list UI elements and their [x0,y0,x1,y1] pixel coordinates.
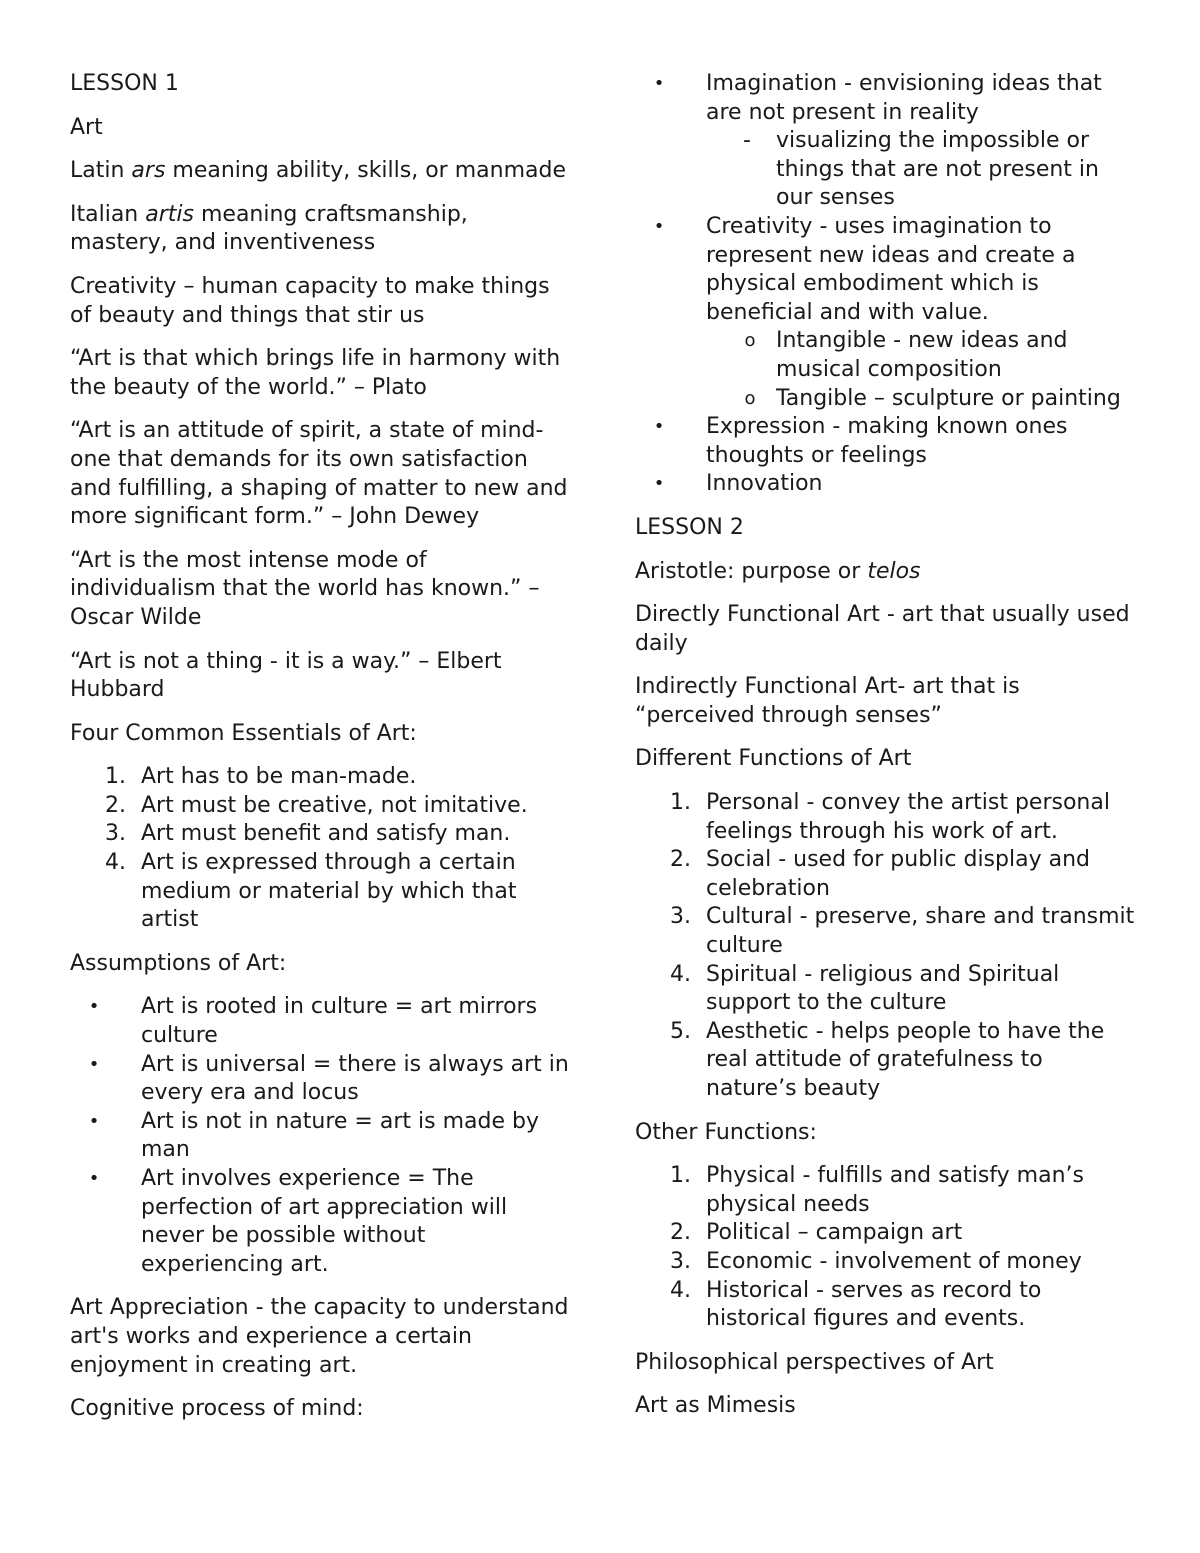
circle-bullet-icon: o [744,387,756,409]
mimesis-heading: Art as Mimesis [635,1393,796,1419]
lesson-1-heading: LESSON 1 [70,71,179,96]
quote-plato: “Art is that which brings life in harmony with the beauty of the world.” – Plato [70,346,561,400]
list-item: o Intangible - new ideas and musical composition [635,327,1135,384]
list-item: 4. Spiritual - religious and Spiritual support to the culture [670,961,1060,1016]
cognitive-list [635,70,1135,127]
directly-functional-definition: Directly Functional Art - art that usually used daily [635,602,1130,656]
list-item: 3. Cultural - preserve, share and transmit culture [670,904,1135,959]
list-item: 3. Art must benefit and satisfy man. [105,821,511,847]
list-item: 1. Personal - convey the artist personal feelings through his work of art. [670,790,1110,844]
list-item: 3. Economic - involvement of money [670,1248,1082,1274]
dash-icon: - [743,128,751,154]
bullet-icon: • [653,215,665,237]
quote-wilde: “Art is the most intense mode of individualism that the world has known.” – Oscar Wilde [70,547,540,630]
philosophical-heading: Philosophical perspectives of Art [635,1349,994,1375]
art-heading: Art [70,114,103,140]
list-item: - visualizing the impossible or things that are not present in our senses [635,127,1135,213]
essentials-list [70,763,570,935]
assumptions-heading: Assumptions of Art: [70,950,287,976]
bullet-icon: • [653,473,665,495]
lesson-2-heading: LESSON 2 [635,514,744,540]
list-item: 1. Art has to be man-made. [105,764,417,790]
list-item: • Art is not in nature = art is made by man [70,1108,570,1165]
left-column [70,70,570,1439]
list-item: • Art is universal = there is always art in every era and locus [70,1051,570,1108]
list-item: 1. Physical - fulfills and satisfy man’s physical needs [670,1163,1084,1217]
list-item: • Imagination - envisioning ideas that are not present in reality [635,70,1135,127]
list-item: 4. Historical - serves as record to historical figures and events. [670,1277,1042,1332]
list-item: • Art is rooted in culture = art mirrors culture [70,993,570,1050]
list-item: 2. Social - used for public display and celebration [670,847,1090,901]
other-functions-heading: Other Functions: [635,1119,817,1145]
list-item: • Innovation [635,470,1135,499]
functions-heading: Different Functions of Art [635,746,912,772]
list-item: 5. Aesthetic - helps people to have the real attitude of gratefulness to nature’s beauty [670,1018,1105,1101]
circle-bullet-icon: o [744,330,756,352]
creativity-definition: Creativity – human capacity to make things of beauty and things that stir us [70,273,550,328]
cognitive-heading: Cognitive process of mind: [70,1396,364,1422]
list-item: 2. Art must be creative, not imitative. [105,792,528,818]
list-item: 4. Art is expressed through a certain medium or material by which that artist [105,850,517,933]
imagination-sublist [635,127,1135,213]
bullet-icon: • [653,416,665,438]
list-item: • Art involves experience = The perfection of art appreciation will never be possible without experiencing art. [70,1165,570,1279]
other-functions-list [635,1162,1135,1334]
italian-definition: Italian artis meaning craftsmanship, mastery, and inventiveness [70,201,468,256]
bullet-icon: • [88,1110,100,1132]
list-item: o Tangible – sculpture or painting [635,385,1135,414]
cognitive-list-end [635,413,1135,499]
bullet-icon: • [88,1168,100,1189]
creativity-sublist [635,327,1135,413]
functions-list [635,789,1135,1104]
latin-definition: Latin ars meaning ability, skills, or manmade [70,158,566,184]
list-item: 2. Political – campaign art [670,1220,963,1246]
bullet-icon: • [88,996,100,1018]
bullet-icon: • [88,1053,100,1075]
aristotle-line: Aristotle: purpose or telos [635,558,921,584]
essentials-heading: Four Common Essentials of Art: [70,720,417,746]
art-appreciation-definition: Art Appreciation - the capacity to understand art's works and experience a certain enjoyment in creating art. [70,1295,569,1378]
indirectly-functional-definition: Indirectly Functional Art- art that is “perceived through senses” [635,674,1020,728]
right-column [635,70,1135,1436]
bullet-icon: • [653,73,665,94]
assumptions-list [70,993,570,1279]
list-item: • Creativity - uses imagination to represent new ideas and create a physical embodiment which is beneficial and with value. [635,213,1135,327]
list-item: • Expression - making known ones thoughts or feelings [635,413,1135,470]
quote-hubbard: “Art is not a thing - it is a way.” – Elbert Hubbard [70,648,502,703]
cognitive-list-cont [635,213,1135,327]
quote-dewey: “Art is an attitude of spirit, a state of mind-one that demands for its own satisfaction and fulfilling, a shaping of matter to new and more significant form.” – John Dewey [70,418,568,530]
